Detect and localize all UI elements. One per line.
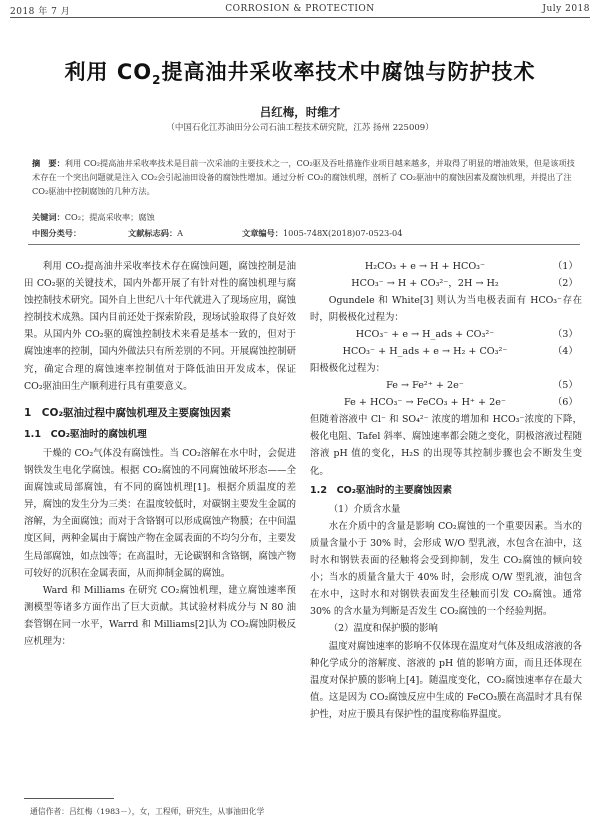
- intro-paragraph: 利用 CO₂提高油井采收率技术存在腐蚀问题，腐蚀控制是油田 CO₂驱的关键技术，国内外都开展了有针对性的腐蚀机理与腐蚀控制技术研究。国外自上世纪八十年代就进入了现场应用，腐蚀控制技术成熟。国内目前还处于探索阶段，现场试验取得了良好效果。从国内外 CO₂驱的腐蚀控制技术来看是基本一致的，但对于腐蚀速率的控制，国内外做法只有所差别的不同。开展腐蚀控制研究，确定合理的腐蚀速率控制值对于降低油田开发成本，保证 CO₂驱油田生产顺利进行具有重要意义。: [24, 261, 296, 392]
- section-1-2-heading: 1.2 CO₂驱油时的主要腐蚀因素: [310, 484, 452, 496]
- equation-3-number: （3）: [552, 329, 578, 341]
- footnote: 通信作者：吕红梅（1983－），女，工程师，研究生，从事油田化学: [30, 807, 265, 816]
- equation-2-formula: HCO₃⁻ → H + CO₃²⁻，2H → H₂: [351, 278, 499, 289]
- equation-1: [310, 258, 582, 275]
- title-post: 提高油井采收率技术中腐蚀与防护技术: [161, 60, 536, 84]
- equation-1-formula: H₂CO₃ + e → H + HCO₃⁻: [364, 261, 486, 272]
- temperature-paragraph: 温度对腐蚀速率的影响不仅体现在温度对气体及组成溶液的各种化学成分的溶解度、溶液的 pH 值的影响方面，而且还体现在温度对保护膜的影响上[4]。随温度变化，CO₂腐蚀速率存在最大值。这是因为 CO₂腐蚀反应中生成的 FeCO₃膜在高温时才具有保护性，对应于膜具有保护性的温度称临界温度。: [310, 640, 582, 720]
- equation-2: [310, 275, 582, 292]
- equation-5-formula: Fe → Fe²⁺ + 2e⁻: [386, 380, 464, 392]
- header-date-en: July 2018: [542, 4, 590, 14]
- abstract: [32, 156, 578, 198]
- doc-label: 文献标志码：: [128, 228, 178, 238]
- ward-milliams-paragraph: Ward 和 Milliams 在研究 CO₂腐蚀机理，建立腐蚀速率预测模型等诸多方面作出了巨大贡献。其试验材料成分与 N 80 油套管钢在同一水平，Warrd 和 Milliams[2]认为 CO₂腐蚀阴极反应机理为：: [24, 584, 296, 647]
- header-journal: CORROSION & PROTECTION: [225, 4, 375, 14]
- water-content-heading: （1）介质含水量: [328, 503, 401, 515]
- title-sub: 2: [152, 73, 162, 88]
- equation-6: [310, 394, 582, 411]
- temperature-heading: （2）温度和保护膜的影响: [328, 623, 438, 635]
- article-label: 文章编号：: [242, 228, 283, 238]
- ion-effect-paragraph: 但随着溶液中 Cl⁻ 和 SO₄²⁻ 浓度的增加和 HCO₃⁻浓度的下降，极化电阻、Tafel 斜率、腐蚀速率都会随之变化，阴极溶液过程随溶液 pH 值的变化，H₂S 的出现等其控制步骤也会不断发生变化。: [310, 414, 582, 477]
- water-content-paragraph: 水在介质中的含量是影响 CO₂腐蚀的一个重要因素。当水的质量含量小于 30% 时，会形成 W/O 型乳液，水包含在油中，这时水和钢铁表面的径触将会受到抑制，发生 CO₂腐蚀的倾向较小；当水的质量含量大于 40% 时，会形成 O/W 型乳液，油包含在水中，这时水和对钢铁表面发生径触而引发 CO₂腐蚀。通常 30% 的含水量为判断是否发生 CO₂腐蚀的一个经验判据。: [310, 520, 582, 618]
- paper-title: [0, 56, 600, 87]
- abstract-rule: [28, 244, 580, 245]
- title-pre: 利用 CO: [64, 60, 153, 84]
- article-number: [242, 228, 403, 239]
- equation-6-number: （6）: [552, 397, 578, 409]
- header-rule: [10, 17, 590, 18]
- clc-label: 中图分类号：: [32, 228, 82, 238]
- equation-4-number: （4）: [552, 346, 578, 358]
- equation-3-formula: HCO₃⁻ + e → H_ads + CO₃²⁻: [355, 329, 495, 341]
- running-header: [10, 2, 590, 16]
- mechanism-paragraph: 干燥的 CO₂气体没有腐蚀性。当 CO₂溶解在水中时，会促进钢铁发生电化学腐蚀。根据 CO₂腐蚀的不同腐蚀破坏形态——全面腐蚀或局部腐蚀，有不同的腐蚀机理[1]。根据介质温度的差异，腐蚀的发生分为三类：在温度较低时，对碳钢主要发生金属的溶解，为全面腐蚀；而对于含铬钢可以形成腐蚀产物膜；在中间温度区间，两种金属由于腐蚀产物在金属表面的不均匀分布，主要发生局部腐蚀，如点蚀等；在高温时，无论碳钢和含铬钢，腐蚀产物可较好的沉积在金属表面，从而抑制金属的腐蚀。: [24, 447, 296, 579]
- doc-value: A: [177, 228, 184, 238]
- equation-2-number: （2）: [552, 278, 578, 289]
- ogundele-paragraph: Ogundele 和 White[3] 则认为当电极表面有 HCO₃⁻存在时，阴极极化过程为：: [310, 295, 582, 324]
- equation-6-formula: Fe + HCO₃⁻ → FeCO₃ + H⁺ + 2e⁻: [344, 397, 506, 409]
- keywords: [32, 212, 572, 223]
- equation-3: [310, 326, 582, 343]
- equation-4-formula: HCO₃⁻ + H_ads + e → H₂ + CO₃²⁻: [342, 346, 508, 358]
- right-column: [310, 258, 582, 723]
- keywords-label: 关键词：: [32, 212, 65, 222]
- authors: 吕红梅，时维才: [259, 105, 341, 119]
- equation-4: [310, 343, 582, 360]
- header-date: 2018 年 7 月: [10, 7, 71, 17]
- footnote-rule: [24, 798, 114, 799]
- equation-1-number: （1）: [552, 261, 578, 272]
- affiliation: （中国石化江苏油田分公司石油工程技术研究院，江苏 扬州 225009）: [166, 123, 434, 133]
- anode-label: 阳极极化过程为：: [310, 363, 386, 375]
- clc: [32, 228, 81, 239]
- abstract-label: 摘 要：: [32, 158, 65, 168]
- doc-code: [128, 228, 184, 239]
- left-column: [24, 258, 296, 650]
- equation-5-number: （5）: [552, 380, 578, 392]
- equation-5: [310, 377, 582, 394]
- article-value: 1005-748X(2018)07-0523-04: [282, 228, 403, 238]
- section-1-1-heading: 1.1 CO₂驱油时的腐蚀机理: [24, 428, 147, 440]
- keywords-text: CO₂；提高采收率；腐蚀: [64, 212, 155, 222]
- section-1-heading: 1 CO₂驱油过程中腐蚀机理及主要腐蚀因素: [24, 406, 232, 419]
- abstract-text: 利用 CO₂提高油井采收率技术是目前一次采油的主要技术之一，CO₂驱及吞吐措施作业项目越来越多，并取得了明显的增油效果，但是该项技术存在一个突出问题就是注入 CO₂会引起油田设备的腐蚀性增加。通过分析 CO₂的腐蚀机理，剖析了 CO₂驱油中的腐蚀因素及腐蚀机理，并提出了注 CO₂驱油中控制腐蚀的几种方法。: [32, 158, 575, 196]
